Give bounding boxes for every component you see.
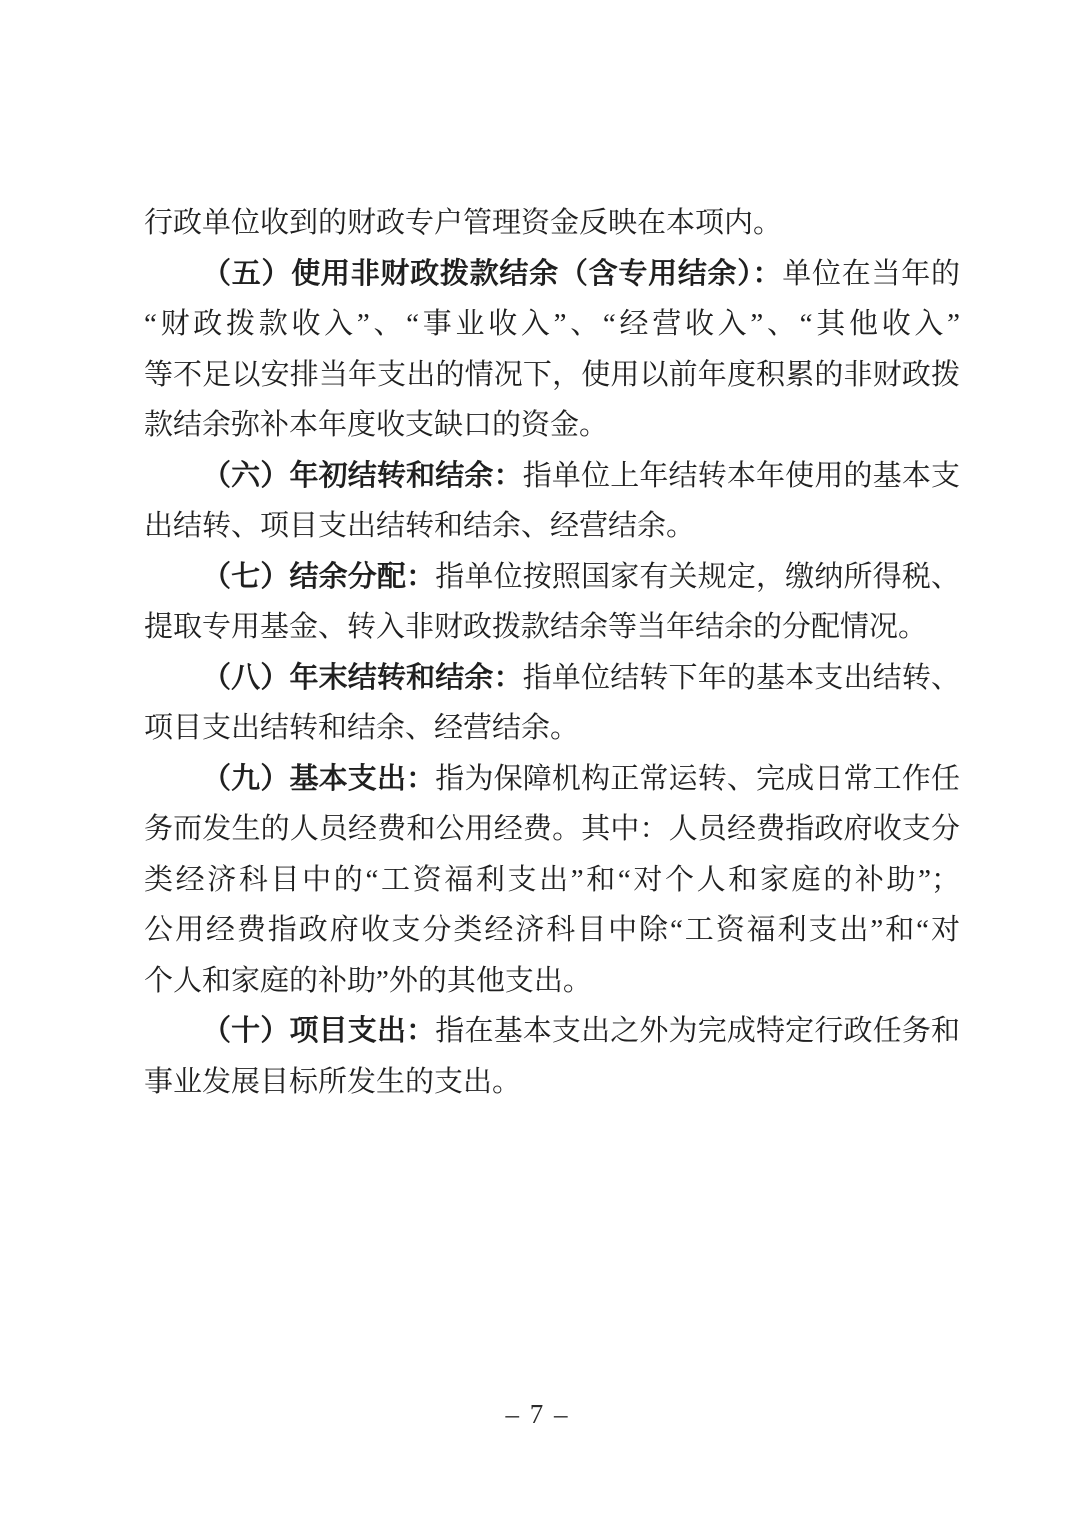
section-heading: （八）年末结转和结余： xyxy=(202,661,523,694)
page-number: – 7 – xyxy=(505,1399,570,1429)
text-run: 等不足以安排当年支出的情况下，使用以前年度积累的非财政拨 xyxy=(144,358,960,391)
text-line xyxy=(144,905,960,956)
text-run: 公用经费指政府收支分类经济科目中除“工资福利支出”和“对 xyxy=(144,914,960,946)
text-run: 提取专用基金、转入非财政拨款结余等当年结余的分配情况。 xyxy=(144,611,928,643)
text-line xyxy=(144,703,960,754)
section-heading: （十）项目支出： xyxy=(202,1015,436,1047)
text-line-section-10 xyxy=(144,1006,960,1057)
section-heading: （七）结余分配： xyxy=(202,560,436,593)
text-line xyxy=(144,855,960,906)
text-line-section-7 xyxy=(144,552,960,603)
text-run: 个人和家庭的补助”外的其他支出。 xyxy=(144,964,592,997)
text-run: 款结余弥补本年度收支缺口的资金。 xyxy=(144,409,609,441)
text-line xyxy=(144,1057,960,1108)
text-line xyxy=(144,350,960,401)
text-run: 务而发生的人员经费和公用经费。其中：人员经费指政府收支分 xyxy=(144,813,960,845)
text-line-section-8 xyxy=(144,653,960,704)
text-line-section-9 xyxy=(144,754,960,805)
text-run: 指在基本支出之外为完成特定行政任务和 xyxy=(435,1015,960,1047)
text-line xyxy=(144,956,960,1007)
section-heading: （五）使用非财政拨款结余（含专用结余）： xyxy=(202,257,783,290)
text-run: 指为保障机构正常运转、完成日常工作任 xyxy=(435,762,960,795)
section-heading: （六）年初结转和结余： xyxy=(202,459,523,492)
text-line xyxy=(144,501,960,552)
text-run: 类经济科目中的“工资福利支出”和“对个人和家庭的补助”； xyxy=(144,863,960,896)
text-line-section-5 xyxy=(144,249,960,300)
text-run: 指单位按照国家有关规定，缴纳所得税、 xyxy=(435,560,960,593)
document-body xyxy=(144,198,960,1107)
text-line-section-6 xyxy=(144,451,960,502)
text-run: “财政拨款收入”、“事业收入”、“经营收入”、“其他收入” xyxy=(144,308,960,340)
text-line xyxy=(144,299,960,350)
text-run: 单位在当年的 xyxy=(782,257,960,290)
text-run: 行政单位收到的财政专户管理资金反映在本项内。 xyxy=(144,207,783,239)
text-run: 事业发展目标所发生的支出。 xyxy=(144,1065,522,1098)
text-run: 指单位结转下年的基本支出结转、 xyxy=(522,661,960,694)
text-line xyxy=(144,400,960,451)
text-run: 出结转、项目支出结转和结余、经营结余。 xyxy=(144,510,696,542)
text-run: 指单位上年结转本年使用的基本支 xyxy=(522,459,960,492)
text-line xyxy=(144,198,960,249)
text-run: 项目支出结转和结余、经营结余。 xyxy=(144,712,580,744)
section-heading: （九）基本支出： xyxy=(202,762,436,795)
text-line xyxy=(144,602,960,653)
text-line xyxy=(144,804,960,855)
